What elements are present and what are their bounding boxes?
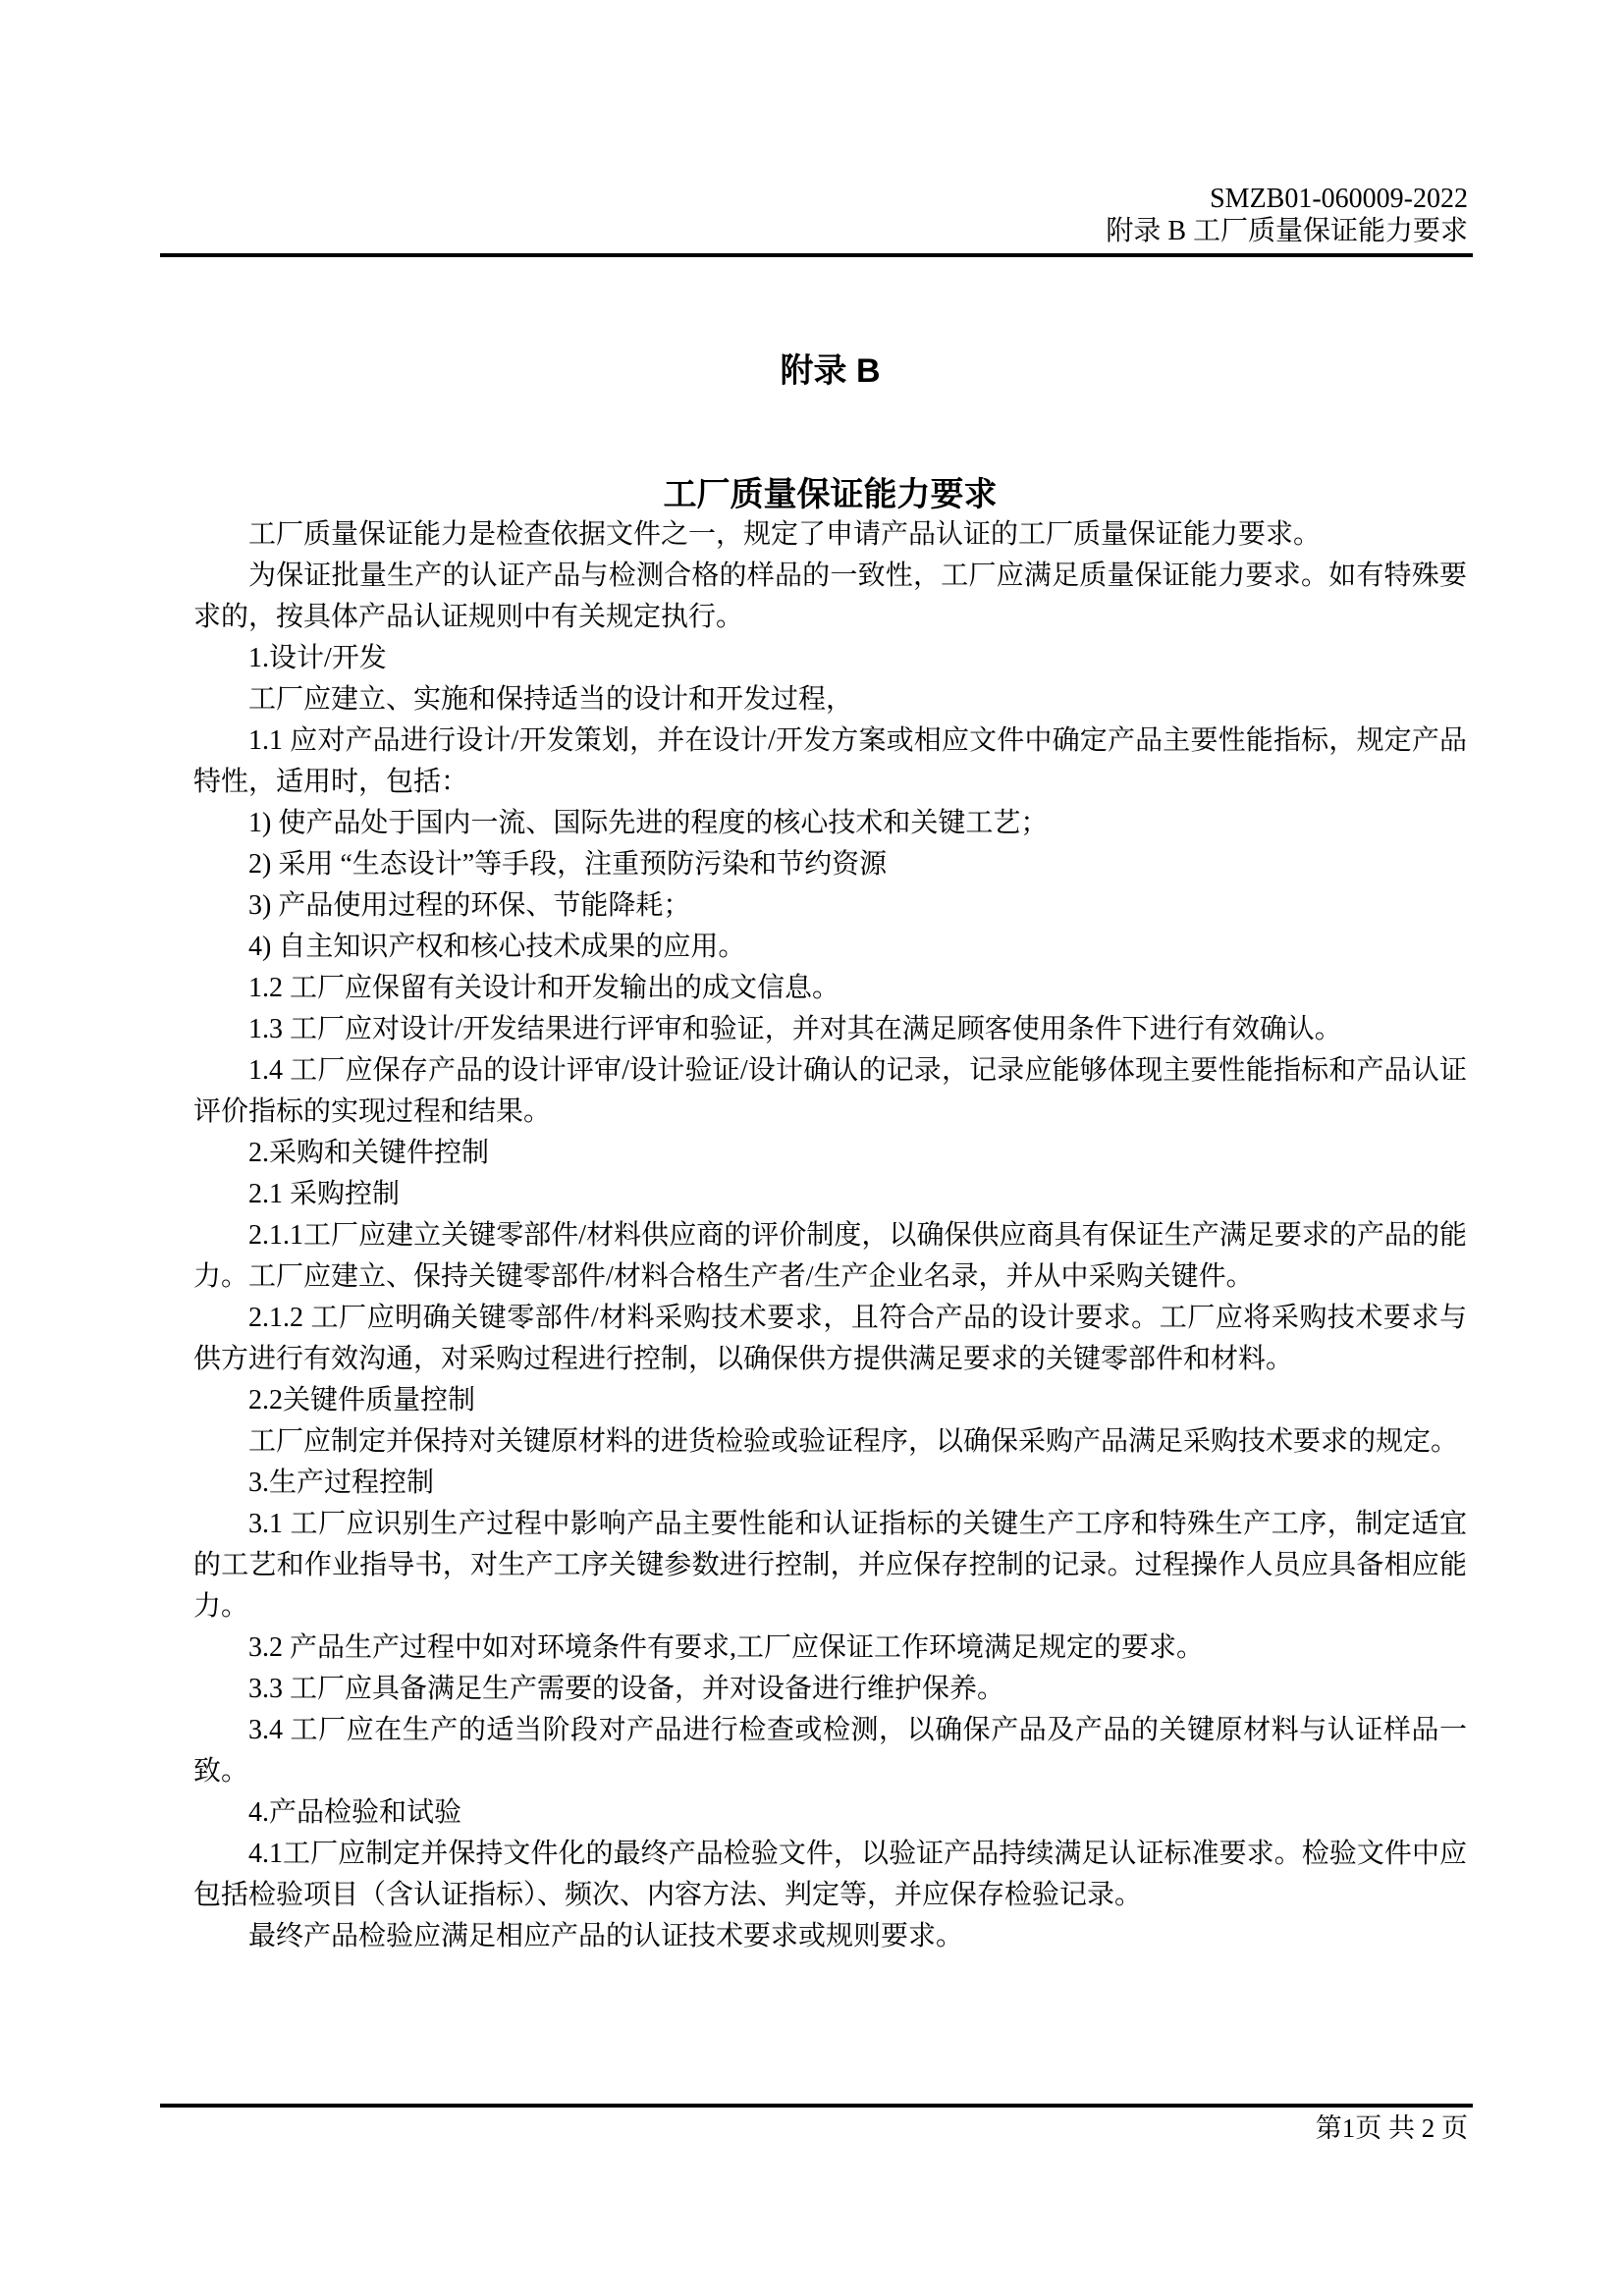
list-item-1: 1) 使产品处于国内一流、国际先进的程度的核心技术和关键工艺； [248,808,1049,838]
paragraph-1-2: 1.2 工厂应保留有关设计和开发输出的成文信息。 [248,973,840,1003]
paragraph-2-1-2: 2.1.2 工厂应明确关键零部件/材料采购技术要求，且符合产品的设计要求。工厂应将采购技术要求与供方进行有效沟通，对采购过程进行控制，以确保供方提供满足要求的关键零部件和材料。 [193,1303,1467,1374]
section-title: 工厂质量保证能力要求 [663,476,998,513]
heading-procurement: 2.采购和关键件控制 [248,1138,490,1168]
heading-inspection-test: 4.产品检验和试验 [248,1797,462,1828]
header-doc-subject: 附录 B 工厂质量保证能力要求 [1106,216,1468,246]
paragraph-1-3: 1.3 工厂应对设计/开发结果进行评审和验证，并对其在满足顾客使用条件下进行有效确认。 [248,1014,1342,1044]
paragraph-3-4: 3.4 工厂应在生产的适当阶段对产品进行检查或检测，以确保产品及产品的关键原材料与认证样品一致。 [193,1715,1467,1787]
list-item-4: 4) 自主知识产权和核心技术成果的应用。 [248,932,746,962]
paragraph-3-3: 3.3 工厂应具备满足生产需要的设备，并对设备进行维护保养。 [248,1674,1005,1704]
paragraph-1-4: 1.4 工厂应保存产品的设计评审/设计验证/设计确认的记录，记录应能够体现主要性能指标和产品认证评价指标的实现过程和结果。 [193,1055,1467,1127]
paragraph-4-1: 4.1工厂应制定并保持文件化的最终产品检验文件，以验证产品持续满足认证标准要求。检验文件中应包括检验项目（含认证指标）、频次、内容方法、判定等，并应保存检验记录。 [193,1839,1467,1910]
page-header [1106,183,1468,247]
paragraph-3-1: 3.1 工厂应识别生产过程中影响产品主要性能和认证指标的关键生产工序和特殊生产工序，制定适宜的工艺和作业指导书，对生产工序关键参数进行控制，并应保存控制的记录。过程操作人员应具备相应能力。 [193,1509,1467,1622]
paragraph-3-2: 3.2 产品生产过程中如对环境条件有要求,工厂应保证工作环境满足规定的要求。 [248,1632,1205,1663]
heading-procurement-control: 2.1 采购控制 [248,1179,401,1209]
header-doc-number: SMZB01-060009-2022 [1210,184,1468,214]
header-rule [160,253,1473,257]
paragraph-design-process: 工厂应建立、实施和保持适当的设计和开发过程， [248,684,854,715]
footer-rule [160,2104,1473,2108]
paragraph-incoming-inspection: 工厂应制定并保持对关键原材料的进货检验或验证程序，以确保采购产品满足采购技术要求的规定。 [248,1426,1459,1457]
heading-design-development: 1.设计/开发 [248,643,387,673]
paragraph-consistency: 为保证批量生产的认证产品与检测合格的样品的一致性，工厂应满足质量保证能力要求。如有特殊要求的，按具体产品认证规则中有关规定执行。 [193,561,1467,632]
appendix-title: 附录 B [780,352,881,390]
list-item-2: 2) 采用 “生态设计”等手段，注重预防污染和节约资源 [248,849,888,880]
paragraph-final-inspection: 最终产品检验应满足相应产品的认证技术要求或规则要求。 [248,1921,964,1951]
document-body [193,514,1467,1957]
paragraph-1-1: 1.1 应对产品进行设计/开发策划，并在设计/开发方案或相应文件中确定产品主要性能指标，规定产品特性，适用时，包括： [193,725,1467,797]
list-item-3: 3) 产品使用过程的环保、节能降耗； [248,890,691,921]
heading-production-control: 3.生产过程控制 [248,1468,435,1498]
paragraph-intro: 工厂质量保证能力是检查依据文件之一，规定了申请产品认证的工厂质量保证能力要求。 [248,519,1322,550]
heading-key-parts-quality: 2.2关键件质量控制 [248,1385,476,1415]
page-number: 第1页 共 2 页 [1315,2113,1468,2143]
paragraph-2-1-1: 2.1.1工厂应建立关键零部件/材料供应商的评价制度，以确保供应商具有保证生产满足要求的产品的能力。工厂应建立、保持关键零部件/材料合格生产者/生产企业名录，并从中采购关键件。 [193,1220,1467,1292]
